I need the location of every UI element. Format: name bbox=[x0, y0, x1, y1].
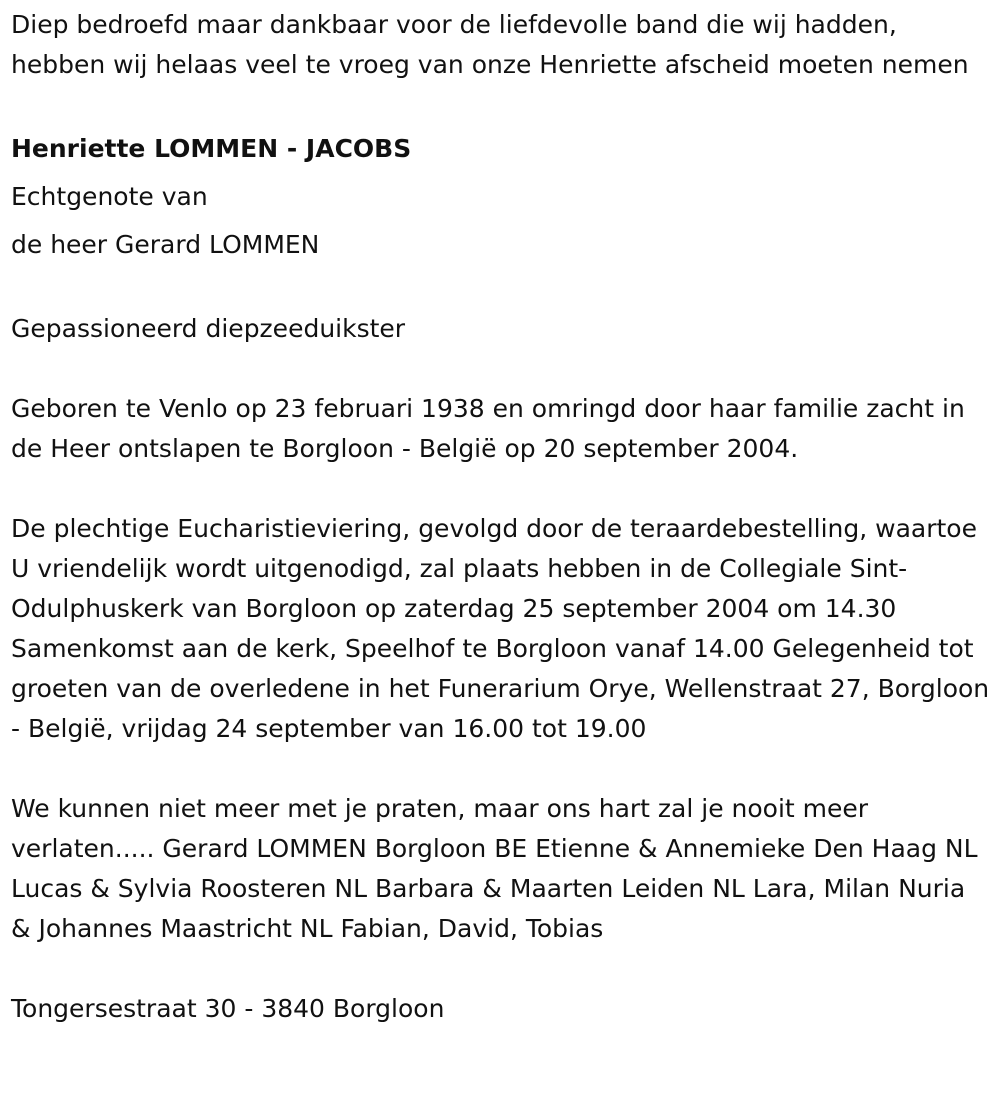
spouse-name: de heer Gerard LOMMEN bbox=[11, 230, 320, 259]
birth-death-text: Geboren te Venlo op 23 februari 1938 en omringd door haar familie zacht in de Heer ontslapen te Borgloon - België op 20 september 2004. bbox=[11, 394, 965, 463]
ceremony-text: De plechtige Eucharistieviering, gevolgd door de teraardebestelling, waartoe U vriendelijk wordt uitgenodigd, zal plaats hebben in de Collegiale Sint-Odulphuskerk van Borgloon op zaterdag 25 september 2004 om 14.30 Samenkomst aan de kerk, Speelhof te Borgloon vanaf 14.00 Gelegenheid tot groeten van de overledene in het Funerarium Orye, Wellenstraat 27, Borgloon - België, vrijdag 24 september van 16.00 tot 19.00 bbox=[11, 514, 990, 743]
deceased-name: Henriette LOMMEN - JACOBS bbox=[11, 134, 412, 163]
obituary-notice bbox=[11, 5, 991, 1029]
spacer bbox=[11, 469, 991, 509]
relation-label: Echtgenote van bbox=[11, 182, 208, 211]
intro-text: Diep bedroefd maar dankbaar voor de liefdevolle band die wij hadden, hebben wij helaas veel te vroeg van onze Henriette afscheid moeten nemen bbox=[11, 10, 969, 79]
address-text: Tongersestraat 30 - 3840 Borgloon bbox=[11, 994, 445, 1023]
spacer bbox=[11, 949, 991, 989]
description-text: Gepassioneerd diepzeeduikster bbox=[11, 314, 406, 343]
family-text: We kunnen niet meer met je praten, maar ons hart zal je nooit meer verlaten..... Gerard LOMMEN Borgloon BE Etienne & Annemieke Den Haag NL Lucas & Sylvia Roosteren NL Barbara & Maarten Leiden NL Lara, Milan Nuria & Johannes Maastricht NL Fabian, David, Tobias bbox=[11, 794, 978, 943]
spacer bbox=[11, 749, 991, 789]
spacer bbox=[11, 85, 991, 125]
spacer bbox=[11, 269, 991, 309]
spacer bbox=[11, 349, 991, 389]
